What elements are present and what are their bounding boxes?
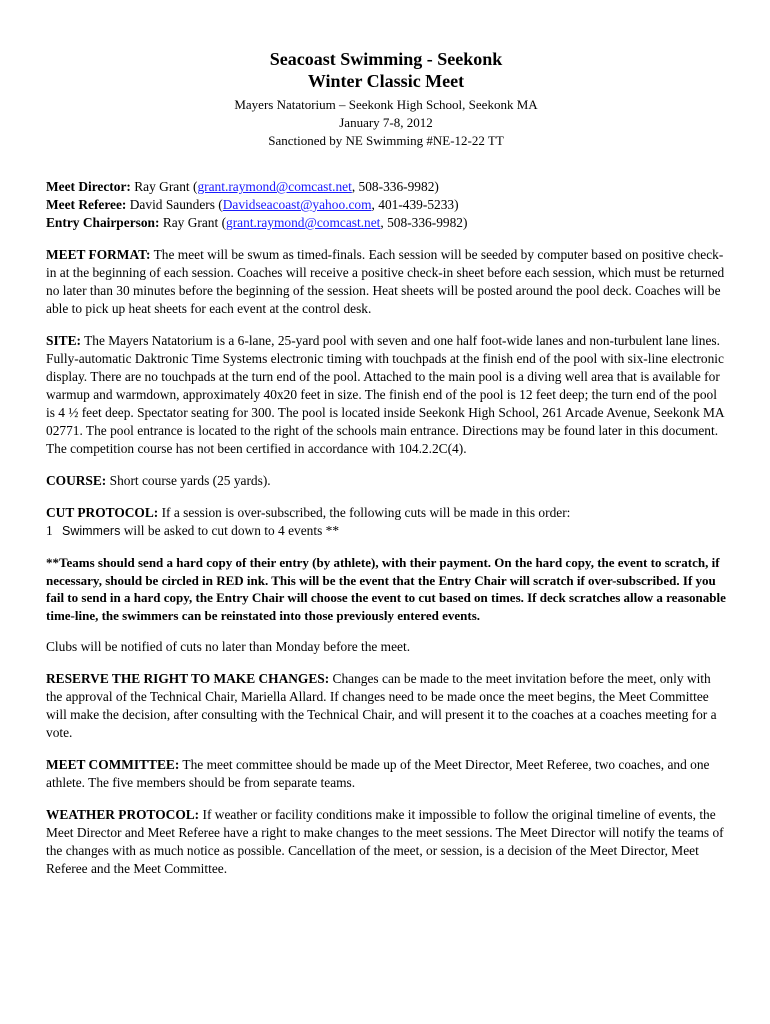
reserve-label: RESERVE THE RIGHT TO MAKE CHANGES: [46, 671, 330, 686]
sanction-line: Sanctioned by NE Swimming #NE-12-22 TT [268, 133, 504, 148]
reserve-paragraph [46, 670, 726, 742]
meet-format-label: MEET FORMAT: [46, 247, 151, 262]
dates-line: January 7-8, 2012 [339, 115, 433, 130]
course-label: COURSE: [46, 473, 107, 488]
committee-label: MEET COMMITTEE: [46, 757, 180, 772]
cut-list-item [46, 522, 726, 540]
meet-referee-phone: , 401-439-5233) [371, 197, 459, 212]
cut-list-item-text: will be asked to cut down to 4 events ** [120, 523, 340, 538]
cut-list-number: 1 [46, 523, 53, 538]
contacts-block [46, 178, 726, 232]
clubs-note: Clubs will be notified of cuts no later than Monday before the meet. [46, 639, 411, 654]
cut-protocol-paragraph [46, 504, 726, 522]
cut-protocol-label: CUT PROTOCOL: [46, 505, 159, 520]
entry-chair-label: Entry Chairperson: [46, 215, 160, 230]
entry-chair-line [46, 214, 726, 232]
document-title-line1: Seacoast Swimming - Seekonk [269, 49, 503, 69]
meet-referee-label: Meet Referee: [46, 197, 127, 212]
meet-director-name: Ray Grant ( [134, 179, 198, 194]
document-page [46, 48, 726, 878]
venue-line: Mayers Natatorium – Seekonk High School, Seekonk MA [234, 97, 538, 112]
meet-director-label: Meet Director: [46, 179, 131, 194]
course-text: Short course yards (25 yards). [109, 473, 271, 488]
cut-protocol-text: If a session is over-subscribed, the following cuts will be made in this order: [161, 505, 571, 520]
committee-text: The meet committee should be made up of the Meet Director, Meet Referee, two coaches, and one athlete. The five members should be from separate teams. [46, 757, 710, 790]
meet-format-paragraph [46, 246, 726, 318]
entry-chair-phone: , 508-336-9982) [380, 215, 468, 230]
entry-chair-name: Ray Grant ( [162, 215, 227, 230]
course-paragraph [46, 472, 726, 490]
meet-referee-email-link[interactable]: Davidseacoast@yahoo.com [222, 197, 372, 212]
meet-referee-line [46, 196, 726, 214]
reserve-text: Changes can be made to the meet invitation before the meet, only with the approval of the Technical Chair, Mariella Allard. If changes need to be made once the meet begins, the Meet Committee will make the decision, after consulting with the Technical Chair, and will present it to the coaches at a coaches meeting for a vote. [46, 671, 717, 740]
weather-paragraph [46, 806, 726, 878]
meet-format-text: The meet will be swum as timed-finals. Each session will be seeded by computer based on positive check-in at the beginning of each session. Coaches will receive a positive check-in sheet before each session, which must be returned no later than 30 minutes before the beginning of the session. Heat sheets will be posted around the pool deck. Coaches will be able to pick up heat sheets for each event at the control desk. [46, 247, 725, 316]
site-text: The Mayers Natatorium is a 6-lane, 25-yard pool with seven and one half foot-wide lanes and non-turbulent lane lines. Fully-automatic Daktronic Time Systems electronic timing with touchpads at the finish end of the pool with six-line electronic display. There are no touchpads at the turn end of the pool. Attached to the main pool is a diving well area that is available for warmup and warmdown, approximately 40x20 feet in size. The finish end of the pool is 12 feet deep; the turn end of the pool is 4 ½ feet deep. Spectator seating for 300. The pool is located inside Seekonk High School, 261 Arcade Avenue, Seekonk MA 02771. The pool entrance is located to the right of the schools main entrance. Directions may be found later in this document. The competition course has not been certified in accordance with 104.2.2C(4). [46, 333, 724, 456]
meet-director-phone: , 508-336-9982) [351, 179, 439, 194]
meet-referee-name: David Saunders ( [129, 197, 223, 212]
site-label: SITE: [46, 333, 81, 348]
weather-label: WEATHER PROTOCOL: [46, 807, 200, 822]
weather-text: If weather or facility conditions make it impossible to follow the original timeline of events, the Meet Director and Meet Referee have a right to make changes to the meet sessions. The Meet Director will notify the teams of the changes with as much notice as possible. Cancellation of the meet, or session, is a decision of the Meet Director, Meet Referee and the Meet Committee. [46, 807, 724, 876]
hard-copy-note: **Teams should send a hard copy of their entry (by athlete), with their payment. On the hard copy, the event to scratch, if necessary, should be circled in RED ink. This will be the event that the Entry Chair will scratch if over-subscribed. If you fail to send in a hard copy, the Entry Chair will choose the event to cut based on times. If deck scratches allow a reasonable time-line, the swimmers can be reinstated into those previously entered events. [46, 555, 726, 623]
meet-director-email-link[interactable]: grant.raymond@comcast.net [197, 179, 352, 194]
meet-director-line [46, 178, 726, 196]
entry-chair-email-link[interactable]: grant.raymond@comcast.net [226, 215, 381, 230]
cut-list-item-subject: Swimmers [62, 524, 121, 538]
site-paragraph [46, 332, 726, 458]
committee-paragraph [46, 756, 726, 792]
document-title-line2: Winter Classic Meet [307, 71, 465, 91]
